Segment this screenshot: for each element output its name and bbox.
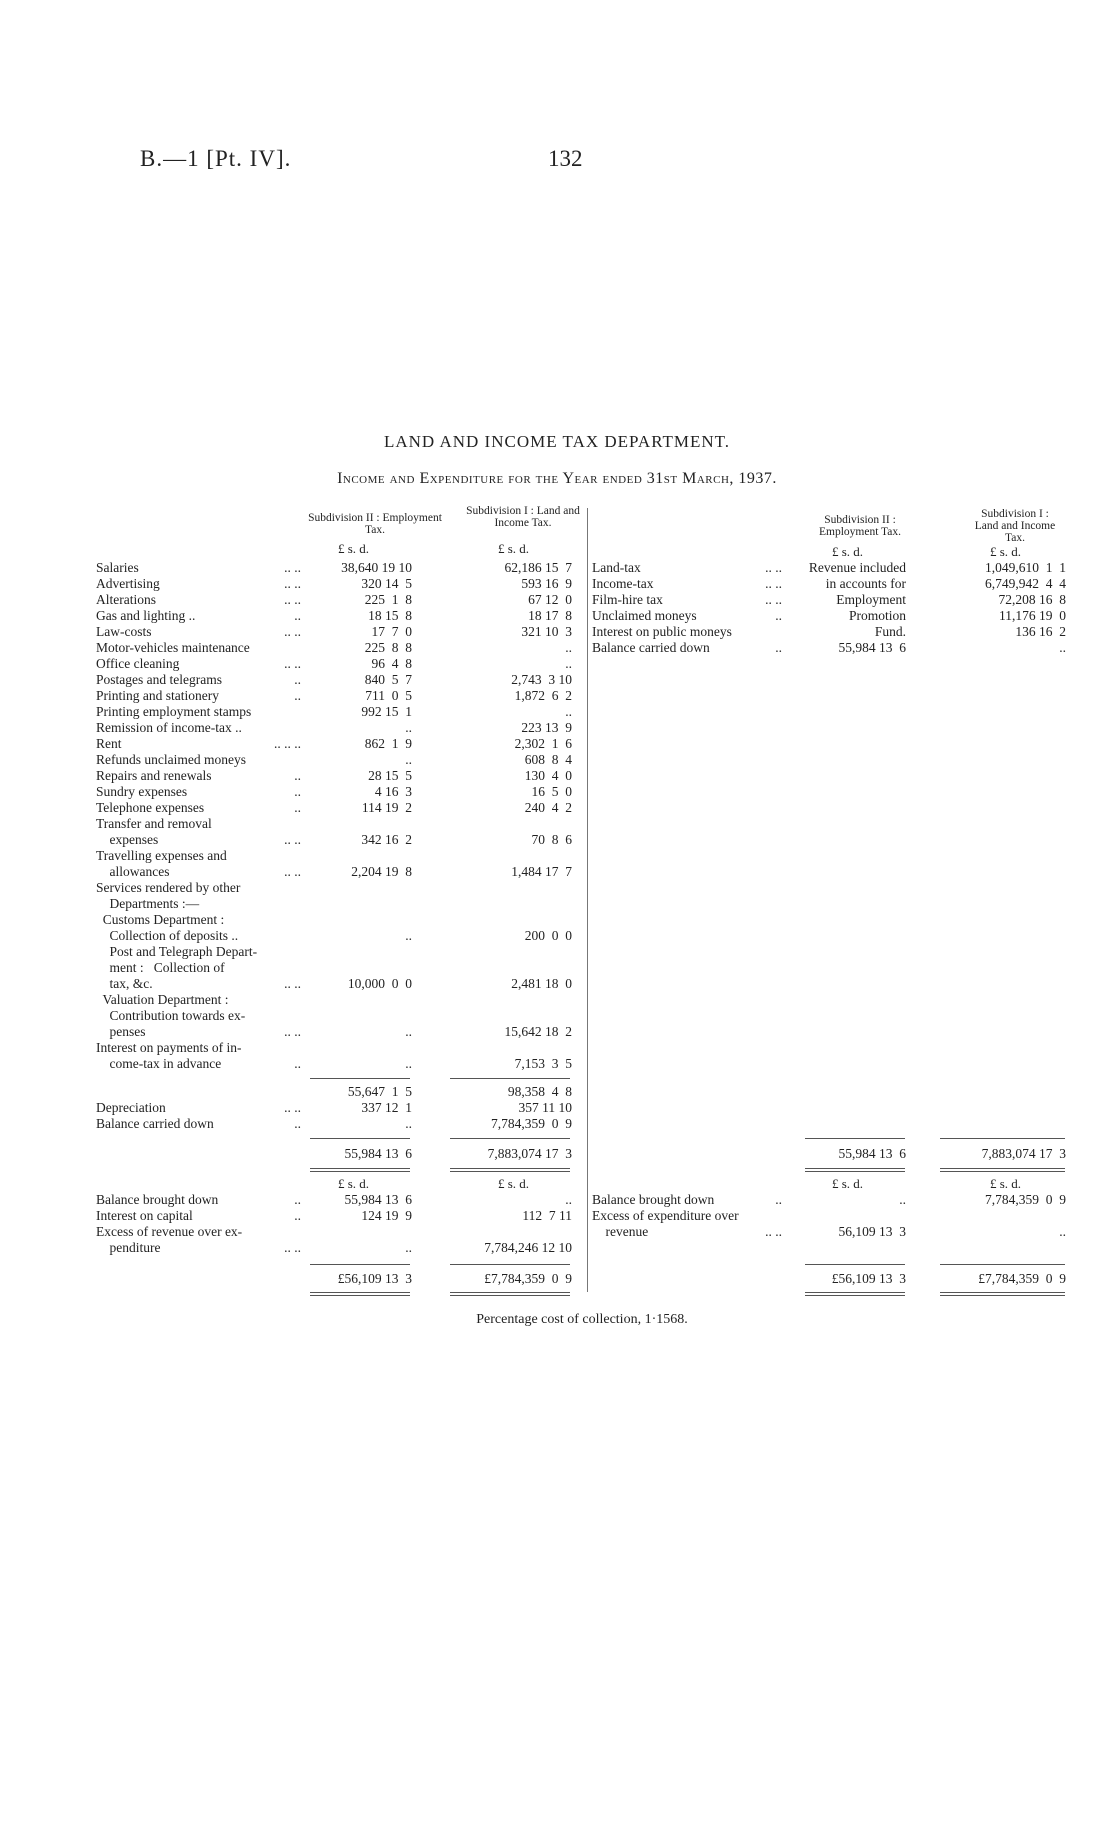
column-header-income: Subdivision I : Land and Income Tax. [466, 505, 580, 529]
left-row-income-amount: 1,484 17 7 [511, 864, 572, 879]
left-row-employment-amount: .. [405, 1056, 412, 1071]
left-row-leader: .. .. [284, 576, 301, 591]
left-row-employment-amount: 55,984 13 6 [344, 1192, 412, 1207]
right-total-employment: 55,984 13 6 [838, 1146, 906, 1161]
right-row-leader: .. .. [765, 592, 782, 607]
left-row-leader: .. [294, 1056, 301, 1071]
right-row-income-amount: 72,208 16 8 [998, 592, 1066, 607]
left-row-income-amount: 18 17 8 [528, 608, 572, 623]
left-total-income: 7,883,074 17 3 [487, 1146, 572, 1161]
left-row-employment-amount: 992 15 1 [361, 704, 412, 719]
right-total-rule-income [940, 1138, 1065, 1139]
left-row-income-amount: 240 4 2 [524, 800, 572, 815]
left-row-employment-amount: .. [405, 928, 412, 943]
left-row-leader: .. .. [284, 976, 301, 991]
left-row-employment-amount: .. [405, 1116, 412, 1131]
right-row-leader: .. [775, 1192, 782, 1207]
right-row-income-amount: .. [1059, 1224, 1066, 1239]
left-row-employment-amount: .. [405, 1024, 412, 1039]
page-subtitle: Income and Expenditure for the Year ended 31st March, 1937. [337, 470, 777, 487]
left-row-income-amount: 608 8 4 [524, 752, 572, 767]
left-row-label: Postages and telegrams [96, 672, 222, 687]
left-row-label: penses [96, 1024, 146, 1039]
left-row-income-amount: 1,872 6 2 [514, 688, 572, 703]
units-income-right-2: £ s. d. [990, 1176, 1022, 1191]
left-row-employment-amount: 840 5 7 [364, 672, 412, 687]
left-row-employment-amount: 320 14 5 [361, 576, 412, 591]
left-row-leader: .. .. [284, 864, 301, 879]
right-total-rule-employment [805, 1138, 905, 1139]
left-row-leader: .. [294, 784, 301, 799]
left-row-leader: .. .. [284, 1100, 301, 1115]
left-row-label: Alterations [96, 592, 156, 607]
left-row-label: Rent [96, 736, 122, 751]
left-row-employment-amount: 38,640 19 10 [341, 560, 412, 575]
column-header-income-right: Subdivision I : Land and Income Tax. [974, 508, 1056, 544]
units-income-right: £ s. d. [990, 544, 1022, 559]
right-grand-total-income: £7,784,359 0 9 [978, 1271, 1066, 1286]
subtotal-rule-employment [310, 1078, 410, 1079]
left-row-leader: .. .. [284, 624, 301, 639]
right-grand-total-double-rule-employment [805, 1292, 905, 1296]
grand-total-rule-employment [310, 1264, 410, 1265]
left-row-label: expenses [96, 832, 159, 847]
left-row-leader: .. [294, 672, 301, 687]
left-row-label: Transfer and removal [96, 816, 212, 831]
left-row-label: Departments :— [96, 896, 200, 911]
left-row-income-amount: 7,153 3 5 [514, 1056, 572, 1071]
left-row-label: Excess of revenue over ex- [96, 1224, 243, 1239]
left-row-income-amount: 321 10 3 [521, 624, 572, 639]
left-row-label: Contribution towards ex- [96, 1008, 246, 1023]
left-row-employment-amount: 28 15 5 [368, 768, 412, 783]
left-row-employment-amount: 2,204 19 8 [351, 864, 412, 879]
grand-total-rule-income [450, 1264, 570, 1265]
left-row-income-amount: 2,743 3 10 [511, 672, 572, 687]
left-row-leader: .. .. [284, 832, 301, 847]
right-row-employment-amount: Employment [836, 592, 906, 607]
left-row-income-amount: 223 13 9 [521, 720, 572, 735]
left-row-label: tax, &c. [96, 976, 153, 991]
left-row-income-amount: 593 16 9 [521, 576, 572, 591]
left-row-leader: .. .. [284, 592, 301, 607]
left-row-label: Law-costs [96, 624, 152, 639]
left-row-leader: .. [294, 800, 301, 815]
left-row-label: Gas and lighting .. [96, 608, 196, 623]
total-rule-employment [310, 1138, 410, 1139]
page-number: 132 [548, 146, 583, 171]
right-row-label: Excess of expenditure over [592, 1208, 739, 1223]
left-row-label: Collection of deposits .. [96, 928, 239, 943]
left-grand-total-income: £7,784,359 0 9 [484, 1271, 572, 1286]
subtotal-rule-income [450, 1078, 570, 1079]
left-row-label: Remission of income-tax .. [96, 720, 242, 735]
left-row-label: Refunds unclaimed moneys [96, 752, 246, 767]
right-row-income-amount: .. [1059, 640, 1066, 655]
left-row-label: Depreciation [96, 1100, 166, 1115]
left-row-employment-amount: 225 8 8 [364, 640, 412, 655]
grand-total-double-rule-employment [310, 1292, 410, 1296]
right-row-employment-amount: Fund. [874, 624, 906, 639]
right-grand-total-double-rule-income [940, 1292, 1065, 1296]
left-row-employment-amount: 342 16 2 [361, 832, 412, 847]
left-row-label: Customs Department : [96, 912, 225, 927]
right-row-employment-amount: 56,109 13 3 [838, 1224, 906, 1239]
left-row-label: Printing employment stamps [96, 704, 252, 719]
left-row-label: Printing and stationery [96, 688, 219, 703]
left-row-employment-amount: .. [405, 1240, 412, 1255]
right-row-employment-amount: Promotion [848, 608, 906, 623]
left-row-income-amount: .. [565, 1192, 572, 1207]
left-row-employment-amount: .. [405, 752, 412, 767]
total-double-rule-employment [310, 1168, 410, 1172]
right-row-income-amount: 11,176 19 0 [999, 608, 1066, 623]
left-row-label: Office cleaning [96, 656, 180, 671]
left-row-label: allowances [96, 864, 170, 879]
right-row-employment-amount: in accounts for [825, 576, 906, 591]
left-row-employment-amount: 18 15 8 [368, 608, 412, 623]
left-row-label: come-tax in advance [96, 1056, 222, 1071]
left-row-leader: .. [294, 608, 301, 623]
left-row-income-amount: 357 11 10 [518, 1100, 572, 1115]
right-row-label: Interest on public moneys [592, 624, 732, 639]
left-row-employment-amount: 711 0 5 [365, 688, 412, 703]
units-employment-right: £ s. d. [832, 544, 864, 559]
left-row-employment-amount: 124 19 9 [361, 1208, 412, 1223]
left-row-income-amount: .. [565, 704, 572, 719]
right-grand-total-employment: £56,109 13 3 [831, 1271, 906, 1286]
units-employment-2: £ s. d. [338, 1176, 370, 1191]
right-row-leader: .. [775, 608, 782, 623]
left-row-income-amount: 62,186 15 7 [504, 560, 572, 575]
left-row-employment-amount: 17 7 0 [371, 624, 412, 639]
page-title: LAND AND INCOME TAX DEPARTMENT. [383, 432, 731, 451]
units-employment-right-2: £ s. d. [832, 1176, 864, 1191]
left-row-income-amount: 7,784,359 0 9 [491, 1116, 572, 1131]
right-row-label: Land-tax [592, 560, 641, 575]
left-row-label: Advertising [96, 576, 160, 591]
left-row-leader: .. [294, 688, 301, 703]
left-row-leader: .. .. .. [274, 736, 301, 751]
grand-total-double-rule-income [450, 1292, 570, 1296]
left-row-income-amount: 16 5 0 [531, 784, 572, 799]
left-row-employment-amount: 114 19 2 [361, 800, 412, 815]
right-grand-total-rule-employment [805, 1264, 905, 1265]
right-row-income-amount: 136 16 2 [1015, 624, 1066, 639]
left-row-income-amount: .. [565, 640, 572, 655]
ledger-center-divider [587, 508, 588, 1292]
left-row-label: Interest on payments of in- [96, 1040, 242, 1055]
left-row-label: Motor-vehicles maintenance [96, 640, 250, 655]
right-row-leader: .. [775, 640, 782, 655]
left-row-employment-amount: 225 1 8 [364, 592, 412, 607]
right-total-double-rule-employment [805, 1168, 905, 1172]
right-row-income-amount: 1,049,610 1 1 [985, 560, 1066, 575]
left-row-income-amount: 7,784,246 12 10 [484, 1240, 572, 1255]
left-row-leader: .. .. [284, 560, 301, 575]
left-total-employment: 55,984 13 6 [344, 1146, 412, 1161]
right-row-leader: .. .. [765, 576, 782, 591]
right-row-label: revenue [592, 1224, 649, 1239]
left-row-leader: .. [294, 1192, 301, 1207]
left-subtotal-employment: 55,647 1 5 [347, 1084, 412, 1099]
left-row-income-amount: 70 8 6 [531, 832, 572, 847]
left-row-income-amount: 130 4 0 [524, 768, 572, 783]
left-row-income-amount: 2,302 1 6 [514, 736, 572, 751]
right-total-double-rule-income [940, 1168, 1065, 1172]
right-row-income-amount: 7,784,359 0 9 [985, 1192, 1066, 1207]
right-row-leader: .. .. [765, 1224, 782, 1239]
collection-cost-note: Percentage cost of collection, 1·1568. [476, 1312, 688, 1327]
column-header-employment-right: Subdivision II : Employment Tax. [818, 514, 902, 538]
left-row-label: Interest on capital [96, 1208, 193, 1223]
left-subtotal-income: 98,358 4 8 [507, 1084, 572, 1099]
left-row-employment-amount: 10,000 0 0 [347, 976, 412, 991]
right-row-leader: .. .. [765, 560, 782, 575]
left-row-income-amount: 67 12 0 [528, 592, 572, 607]
right-row-label: Film-hire tax [592, 592, 663, 607]
right-row-label: Balance brought down [592, 1192, 715, 1207]
left-row-leader: .. .. [284, 656, 301, 671]
left-row-label: Balance brought down [96, 1192, 219, 1207]
left-row-label: Post and Telegraph Depart- [96, 944, 258, 959]
left-row-label: Sundry expenses [96, 784, 188, 799]
left-grand-total-employment: £56,109 13 3 [337, 1271, 412, 1286]
left-row-leader: .. [294, 1116, 301, 1131]
left-row-employment-amount: 862 1 9 [364, 736, 412, 751]
right-total-income: 7,883,074 17 3 [981, 1146, 1066, 1161]
left-row-income-amount: 15,642 18 2 [504, 1024, 572, 1039]
left-row-leader: .. [294, 1208, 301, 1223]
left-row-label: ment : Collection of [96, 960, 225, 975]
units-income-2: £ s. d. [498, 1176, 530, 1191]
left-row-employment-amount: .. [405, 720, 412, 735]
right-row-label: Balance carried down [592, 640, 710, 655]
left-row-label: penditure [96, 1240, 161, 1255]
right-grand-total-rule-income [940, 1264, 1065, 1265]
left-row-label: Balance carried down [96, 1116, 214, 1131]
column-header-employment: Subdivision II : Employment Tax. [308, 512, 442, 536]
left-row-label: Repairs and renewals [96, 768, 212, 783]
total-rule-income [450, 1138, 570, 1139]
right-row-label: Unclaimed moneys [592, 608, 697, 623]
left-row-label: Salaries [96, 560, 139, 575]
left-row-income-amount: .. [565, 656, 572, 671]
left-row-label: Services rendered by other [96, 880, 241, 895]
left-row-employment-amount: 96 4 8 [371, 656, 412, 671]
left-row-leader: .. .. [284, 1240, 301, 1255]
left-row-employment-amount: 337 12 1 [361, 1100, 412, 1115]
left-row-label: Travelling expenses and [96, 848, 227, 863]
right-row-employment-amount: 55,984 13 6 [838, 640, 906, 655]
left-row-income-amount: 200 0 0 [524, 928, 572, 943]
left-row-label: Telephone expenses [96, 800, 205, 815]
right-row-income-amount: 6,749,942 4 4 [985, 576, 1066, 591]
document-reference: B.—1 [Pt. IV]. [140, 146, 292, 171]
left-row-income-amount: 112 7 11 [522, 1208, 572, 1223]
left-row-leader: .. .. [284, 1024, 301, 1039]
left-row-leader: .. [294, 768, 301, 783]
left-row-employment-amount: 4 16 3 [374, 784, 412, 799]
units-income: £ s. d. [498, 541, 530, 556]
right-row-employment-amount: Revenue included [808, 560, 906, 575]
units-employment: £ s. d. [338, 541, 370, 556]
right-row-employment-amount: .. [899, 1192, 906, 1207]
left-row-label: Valuation Department : [96, 992, 229, 1007]
right-row-label: Income-tax [592, 576, 654, 591]
left-row-income-amount: 2,481 18 0 [511, 976, 572, 991]
total-double-rule-income [450, 1168, 570, 1172]
